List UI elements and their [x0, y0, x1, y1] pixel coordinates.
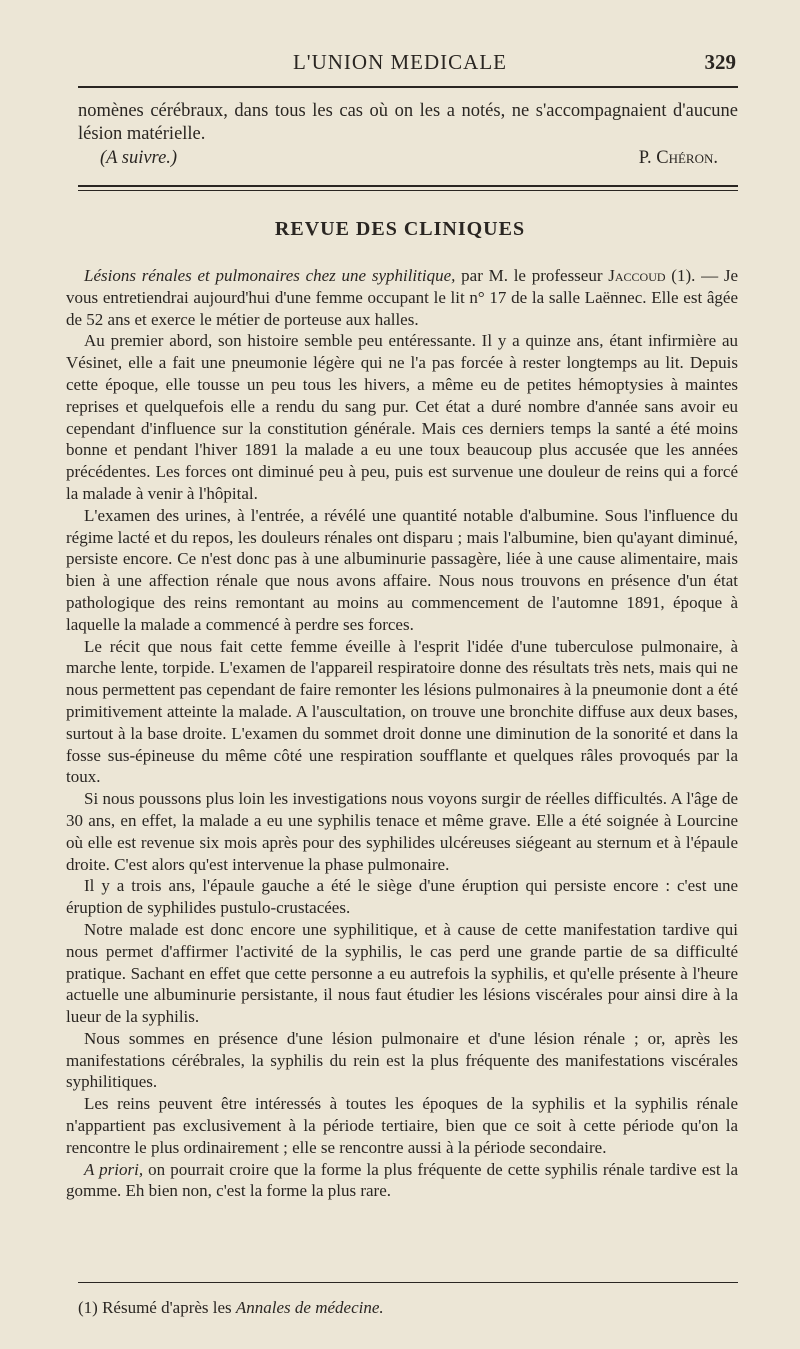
running-header-title: L'UNION MEDICALE: [292, 50, 507, 74]
article-body: [66, 265, 738, 1202]
footnote-rule: [78, 1282, 738, 1283]
article-paragraph-10: A priori, on pourrait croire que la forme la plus fréquente de cette syphilis rénale tardive est la gomme. Eh bien non, c'est la forme la plus rare.: [66, 1159, 738, 1201]
section-title: REVUE DES CLINIQUES: [274, 218, 526, 240]
article-paragraph-7: Notre malade est donc encore une syphilitique, et à cause de cette manifestation tardive qui nous permet d'affirmer l'activité de la syphilis, le cas perd une grande partie de sa difficulté pratique. Sachant en effet que cette personne a eu autrefois la syphilis, et qu'elle présente à l'heure actuelle une albuminurie persistante, il nous faut étudier les lésions viscérales pour ainsi dire à la lueur de la syphilis.: [66, 919, 738, 1027]
article-paragraph-5: Si nous poussons plus loin les investigations nous voyons surgir de réelles difficultés. A l'âge de 30 ans, en effet, la malade a eu une syphilis tenace et même grave. Elle a été soignée à Lourcine où elle est revenue six mois après pour des syphilides ulcéreuses siégeant au sternum et à l'épaule droite. C'est alors qu'est intervenue la phase pulmonaire.: [66, 789, 738, 874]
article-paragraph-9: Les reins peuvent être intéressés à toutes les époques de la syphilis et la syphilis rénale n'appartient pas exclusivement à la période tertiaire, bien que ce soit à cette période qu'on la rencontre le plus ordinairement ; elle se rencontre aussi à la période secondaire.: [66, 1094, 738, 1157]
article-paragraph-1: Lésions rénales et pulmonaires chez une syphilitique, par M. le professeur Jaccoud (1). — Je vous entretiendrai aujourd'hui d'une femme occupant le lit n° 17 de la salle Laënnec. Elle est âgée de 52 ans et exerce le métier de porteuse aux halles.: [66, 266, 738, 329]
section-divider-bottom: [78, 190, 738, 191]
article-paragraph-2: Au premier abord, son histoire semble peu entéressante. Il y a quinze ans, étant infirmière au Vésinet, elle a fait une pneumonie légère qui ne l'a pas forcée à rester longtemps au lit. Depuis cette époque, elle tousse un peu tous les hivers, a même eu de petites hémoptysies à maintes reprises et quelquefois elle a rendu du sang pur. Cet état a duré nombre d'année sans avoir eu cependant d'influence sur la constitution générale. Mais ces derniers temps la santé a été moins bonne et pendant l'hiver 1891 la malade a eu une toux beaucoup plus accusée que les années précédentes. Les forces ont diminué peu à peu, puis est survenue une douleur de reins qui a forcé la malade à venir à l'hôpital.: [66, 331, 738, 503]
footnote: (1) Résumé d'après les Annales de médecine.: [78, 1298, 384, 1317]
article-paragraph-4: Le récit que nous fait cette femme éveille à l'esprit l'idée d'une tuberculose pulmonaire, à marche lente, torpide. L'examen de l'appareil respiratoire donne des résultats très nets, mais qui ne nous permettent pas cependant de faire remonter les lésions pulmonaires à la pneumonie dont a été primitivement atteinte la malade. A l'auscultation, on trouve une bronchite diffuse aux deux bases, surtout à la base droite. L'examen du sommet droit donne une diminution de la sonorité et dans la fosse sus-épineuse du même côté une respiration soufflante et quelques râles provoqués par la toux.: [66, 636, 738, 787]
section-divider-top: [78, 185, 738, 187]
article-author: Jaccoud: [608, 266, 666, 285]
article-paragraph-6: Il y a trois ans, l'épaule gauche a été le siège d'une éruption qui persiste encore : c'est une éruption de syphilides pustulo-crustacées.: [66, 876, 738, 918]
page-number: 329: [704, 50, 736, 74]
article-title: Lésions rénales et pulmonaires chez une syphilitique,: [84, 266, 456, 285]
to-be-continued: (A suivre.): [100, 148, 178, 168]
article-paragraph-3: L'examen des urines, à l'entrée, a révélé une quantité notable d'albumine. Sous l'influence du régime lacté et du repos, les douleurs rénales ont disparu ; mais l'albumine, bien qu'ayant diminué, persiste encore. Ce n'est donc pas à une albuminurie passagère, liée à une cause alimentaire, mais bien à une affection rénale que nous avons affaire. Nous nous trouvons en présence d'un état pathologique des reins remontant au moins au commencement de l'automne 1891, époque à laquelle la malade a commencé à perdre ses forces.: [66, 505, 738, 634]
author-signature: P. Chéron.: [638, 148, 718, 168]
header-rule: [78, 86, 738, 88]
previous-article-ending: nomènes cérébraux, dans tous les cas où on les a notés, ne s'accompagnaient d'aucune lésion matérielle.: [78, 101, 738, 144]
article-paragraph-8: Nous sommes en présence d'une lésion pulmonaire et d'une lésion rénale ; or, après les manifestations cérébrales, la syphilis du rein est la plus fréquente des manifestations viscérales syphilitiques.: [66, 1028, 738, 1092]
